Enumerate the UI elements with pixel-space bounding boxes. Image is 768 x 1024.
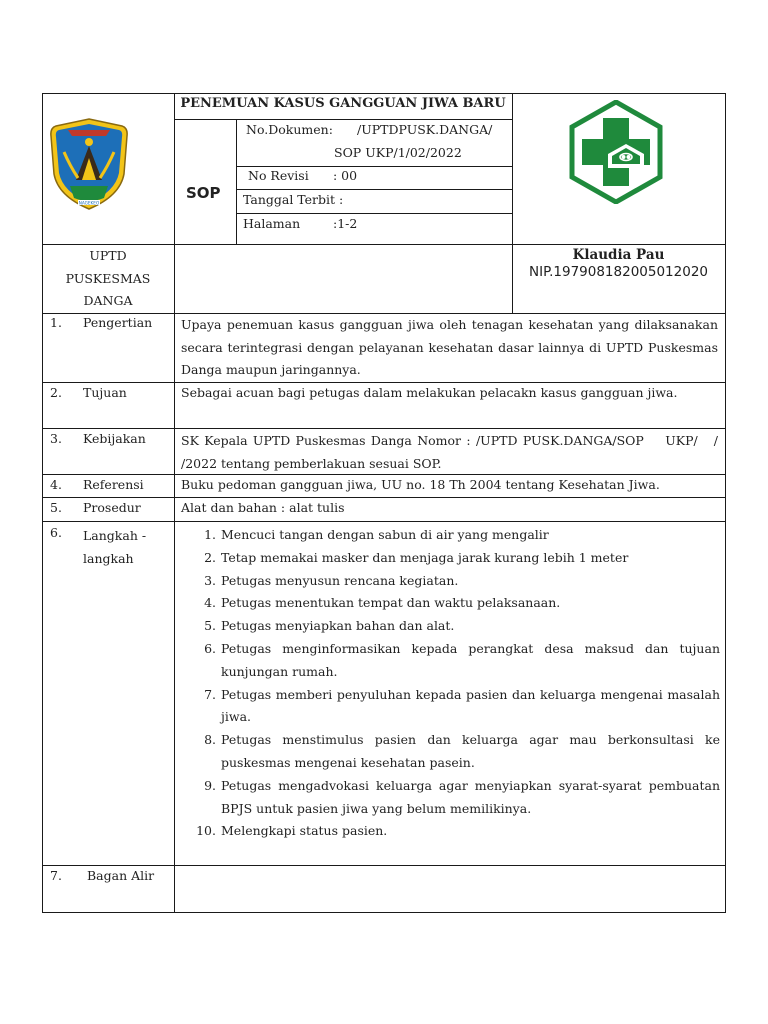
no-dokumen-label: No.Dokumen: (246, 122, 333, 137)
section-7-number: 7. (50, 868, 62, 883)
org-line-3: DANGA (83, 293, 133, 308)
section-6-label-line-1: Langkah - (83, 528, 147, 543)
list-item: 10. Melengkapi status pasien. (196, 823, 388, 839)
list-item: 9. Petugas mengadvokasi keluarga agar menyiapkan syarat-syarat pembuatan BPJS untuk pasien jiwa yang belum memilikinya. (204, 777, 720, 816)
list-item: 5. Petugas menyiapkan bahan dan alat. (204, 618, 455, 634)
section-2-label: Tujuan (83, 385, 127, 400)
list-item: 6. Petugas menginformasikan kepada perangkat desa maksud dan tujuan kunjungan rumah. (204, 640, 720, 679)
list-item: 4. Petugas menentukan tempat dan waktu pelaksanaan. (204, 595, 561, 611)
list-item: 3. Petugas menyusun rencana kegiatan. (204, 572, 459, 588)
section-6-label (83, 525, 146, 570)
section-5-number: 5. (50, 500, 62, 515)
section-1-number: 1. (50, 315, 62, 330)
section-6-label-line-2: langkah (83, 550, 134, 566)
section-2-content: Sebagai acuan bagi petugas dalam melakukan pelacakn kasus gangguan jiwa. (181, 385, 678, 400)
section-3-line-1: SK Kepala UPTD Puskesmas Danga Nomor : /UPTD PUSK.DANGA/SOP UKP/ / (181, 433, 718, 448)
halaman-label: Halaman (243, 216, 301, 231)
section-1-label: Pengertian (83, 315, 153, 330)
list-item: 2. Tetap memakai masker dan menjaga jarak kurang lebih 1 meter (204, 549, 629, 565)
section-5-label: Prosedur (83, 500, 141, 515)
signer-name: Klaudia Pau (572, 247, 665, 263)
document-title: PENEMUAN KASUS GANGGUAN JIWA BARU (180, 96, 506, 111)
section-6-number: 6. (50, 525, 62, 540)
signer-nip: NIP.197908182005012020 (528, 264, 708, 280)
section-4-number: 4. (50, 477, 62, 492)
section-1-line-3: Danga maupun jaringannya. (181, 362, 361, 378)
section-3-number: 3. (50, 431, 62, 446)
no-dokumen-value-1: /UPTDPUSK.DANGA/ (357, 122, 493, 137)
no-dokumen-value-2: SOP UKP/1/02/2022 (334, 145, 462, 160)
no-revisi-label: No Revisi (248, 168, 309, 183)
org-line-1: UPTD (89, 248, 127, 263)
section-4-label: Referensi (83, 477, 144, 492)
halaman-value: :1-2 (333, 216, 358, 231)
emblem-label: NAGEKEO (78, 200, 100, 206)
sop-label: SOP (186, 184, 221, 202)
section-5-content: Alat dan bahan : alat tulis (181, 500, 345, 515)
section-3-line-2: /2022 tentang pemberlakuan sesuai SOP. (181, 455, 442, 471)
list-item: 1. Mencuci tangan dengan sabun di air yang mengalir (204, 527, 549, 542)
section-2-number: 2. (50, 385, 62, 400)
section-3-content (181, 430, 718, 475)
section-1-content (181, 314, 718, 382)
section-3-label: Kebijakan (83, 431, 146, 446)
section-1-line-1: Upaya penemuan kasus gangguan jiwa oleh tenagan kesehatan yang dilaksanakan (181, 317, 718, 332)
no-revisi-value: : 00 (333, 168, 358, 183)
procedure-steps (180, 524, 720, 843)
tanggal-terbit-label: Tanggal Terbit : (243, 192, 344, 207)
org-name (42, 245, 174, 313)
list-item: 8. Petugas menstimulus pasien dan keluarga agar mau berkonsultasi ke puskesmas mengenai kesehatan pasein. (204, 732, 720, 770)
section-4-content: Buku pedoman gangguan jiwa, UU no. 18 Th 2004 tentang Kesehatan Jiwa. (181, 477, 660, 492)
section-7-label: Bagan Alir (87, 868, 155, 883)
puskesmas-logo-icon (564, 100, 668, 204)
regency-emblem-icon (48, 116, 130, 212)
section-1-line-2: secara terintegrasi dengan pelayanan kesehatan dasar lainnya di UPTD Puskesmas (181, 339, 718, 355)
list-item: 7. Petugas memberi penyuluhan kepada pasien dan keluarga mengenai masalah jiwa. (204, 686, 720, 725)
org-line-2: PUSKESMAS (65, 270, 151, 286)
